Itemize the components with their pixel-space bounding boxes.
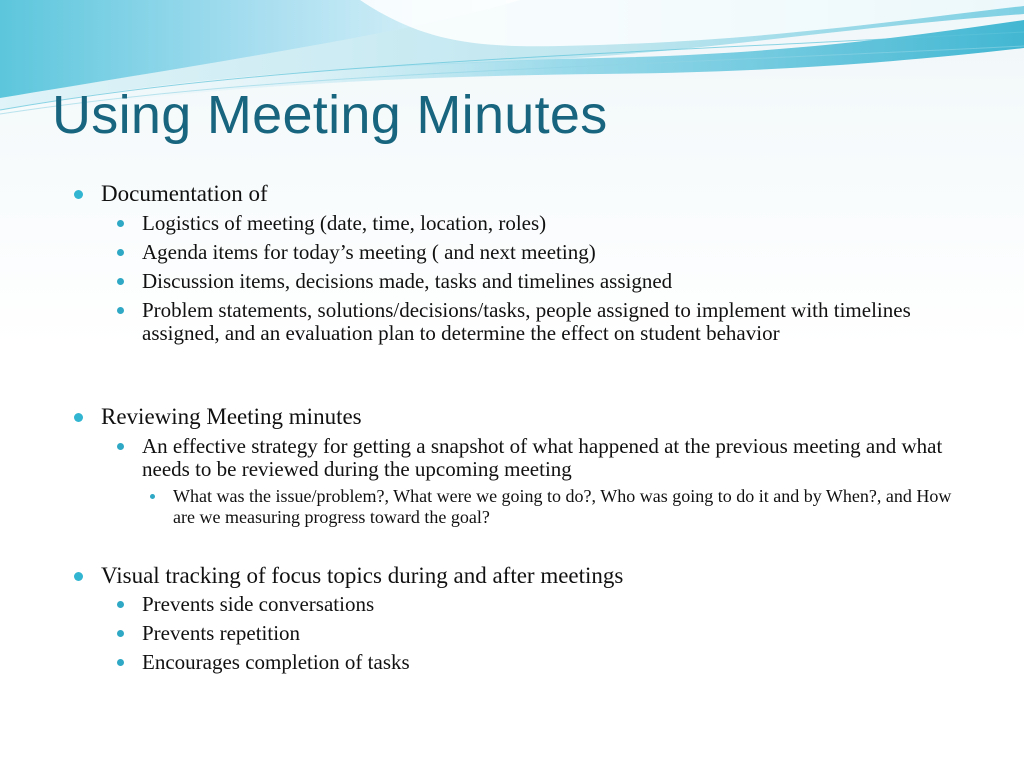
bullet-item-text: Discussion items, decisions made, tasks and timelines assigned [142,269,673,293]
bullet-icon [117,601,124,608]
bullet-item [142,651,962,674]
bullet-icon [117,307,124,314]
sub-bullet-item-text: What was the issue/problem?, What were we going to do?, Who was going to do it and by When?, and How are we measuring progress toward the goal? [173,486,952,527]
bullet-icon [117,630,124,637]
bullet-icon [117,278,124,285]
bullet-item [142,299,962,345]
section-heading-text: Visual tracking of focus topics during and after meetings [101,563,624,588]
section-heading-text: Documentation of [101,181,268,206]
bullet-item [142,435,962,481]
bullet-item-text: Problem statements, solutions/decisions/tasks, people assigned to implement with timelines assigned, and an evaluation plan to determine the effect on student behavior [142,298,911,345]
slide-title: Using Meeting Minutes [52,85,608,145]
bullet-icon [117,659,124,666]
bullet-icon [74,413,83,422]
bullet-item [142,241,962,264]
sub-bullet-item [173,486,973,528]
bullet-item-text: Logistics of meeting (date, time, location, roles) [142,211,547,235]
bullet-item [142,270,962,293]
bullet-item [142,212,962,235]
bullet-icon [117,249,124,256]
bullet-icon [74,572,83,581]
bullet-item-text: Prevents repetition [142,621,301,645]
section-heading-text: Reviewing Meeting minutes [101,404,362,429]
bullet-icon [117,220,124,227]
section-heading [101,405,362,429]
bullet-icon [150,494,155,499]
bullet-item-text: Agenda items for today’s meeting ( and next meeting) [142,240,596,264]
section-heading [101,564,623,588]
bullet-icon [74,190,83,199]
bullet-item-text: An effective strategy for getting a snapshot of what happened at the previous meeting and what needs to be reviewed during the upcoming meeting [142,434,943,481]
bullet-icon [117,443,124,450]
bullet-item-text: Prevents side conversations [142,592,375,616]
bullet-item [142,622,962,645]
bullet-item [142,593,962,616]
bullet-item-text: Encourages completion of tasks [142,650,410,674]
section-heading [101,182,268,206]
